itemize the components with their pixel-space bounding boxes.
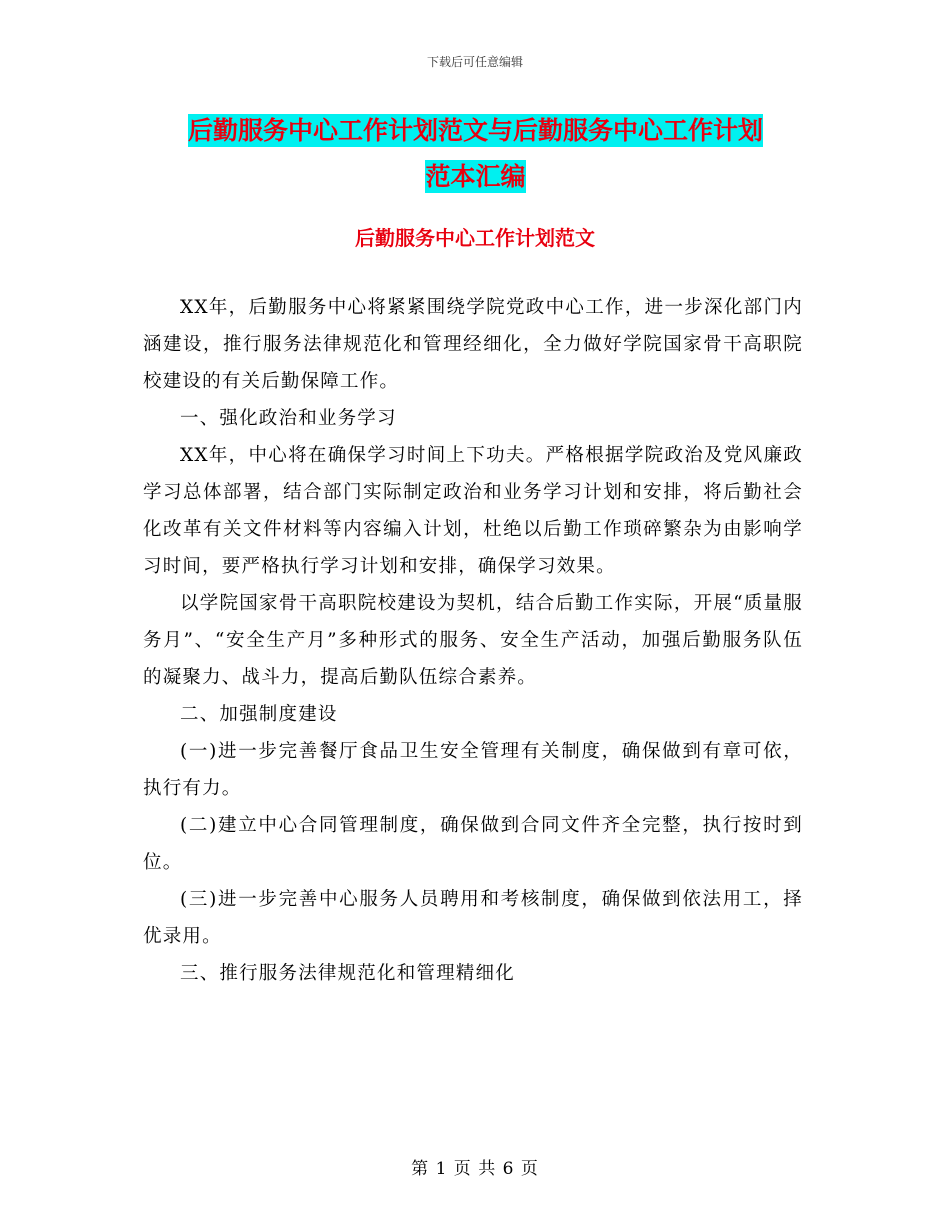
section-heading: 三、推行服务法律规范化和管理精细化 (180, 963, 515, 984)
paragraph: 以学院国家骨干高职院校建设为契机，结合后勤工作实际，开展“质量服务月”、“安全生产月”多种形式的服务、安全生产活动，加强后勤服务队伍的凝聚力、战斗力，提高后勤队伍综合素养。 (143, 593, 803, 688)
page-header-note: 下载后可任意编辑 (426, 55, 523, 69)
section-heading: 一、强化政治和业务学习 (180, 408, 397, 429)
document-title (143, 108, 808, 200)
document-body (143, 289, 803, 992)
paragraph: (三)进一步完善中心服务人员聘用和考核制度，确保做到依法用工，择优录用。 (143, 889, 803, 947)
document-title-line1: 后勤服务中心工作计划范文与后勤服务中心工作计划 (187, 116, 763, 145)
section-title: 后勤服务中心工作计划范文 (355, 226, 595, 250)
paragraph: XX年，后勤服务中心将紧紧围绕学院党政中心工作，进一步深化部门内涵建设，推行服务法律规范化和管理经细化，全力做好学院国家骨干高职院校建设的有关后勤保障工作。 (143, 297, 803, 392)
paragraph: (二)建立中心合同管理制度，确保做到合同文件齐全完整，执行按时到位。 (143, 815, 803, 873)
paragraph: XX年，中心将在确保学习时间上下功夫。严格根据学院政治及党风廉政学习总体部署，结合部门实际制定政治和业务学习计划和安排，将后勤社会化改革有关文件材料等内容编入计划，杜绝以后勤工作琐碎繁杂为由影响学习时间，要严格执行学习计划和安排，确保学习效果。 (143, 445, 803, 577)
paragraph: (一)进一步完善餐厅食品卫生安全管理有关制度，确保做到有章可依，执行有力。 (143, 741, 803, 799)
document-title-line2: 范本汇编 (425, 162, 526, 191)
section-heading: 二、加强制度建设 (180, 704, 338, 725)
page-footer-indicator: 第 1 页 共 6 页 (411, 1159, 539, 1179)
